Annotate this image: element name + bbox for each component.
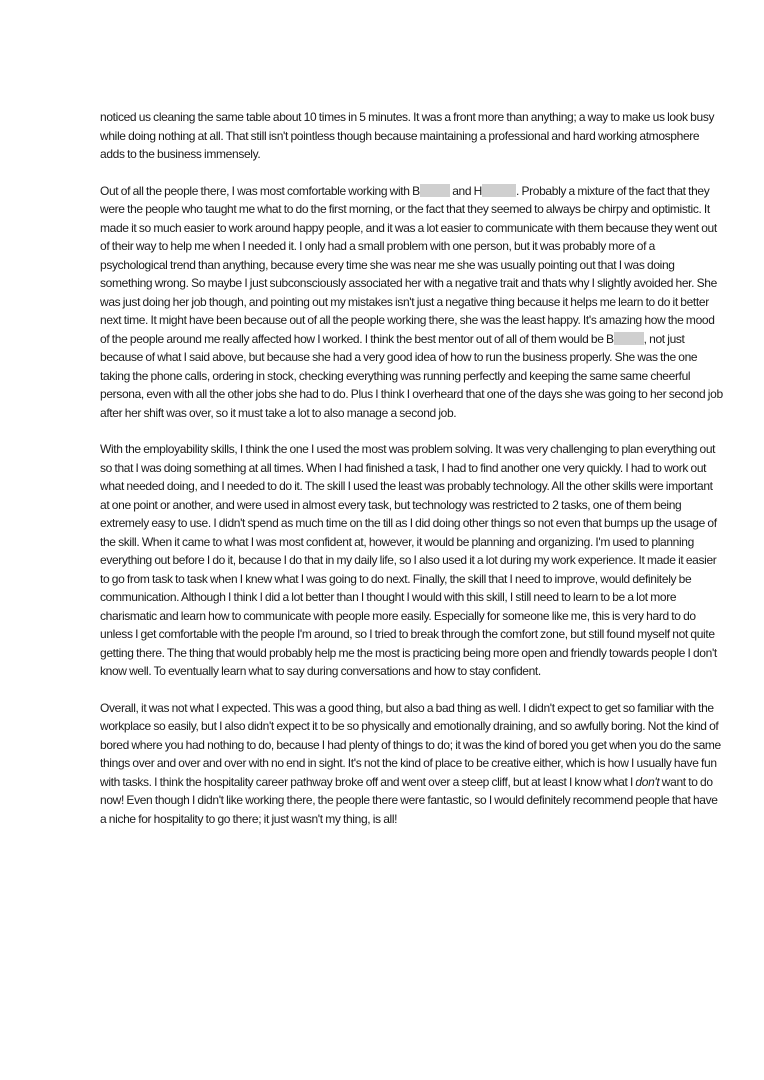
paragraph-3 xyxy=(100,440,724,681)
redacted-name-block xyxy=(420,184,450,197)
paragraph-2 xyxy=(100,182,724,423)
paragraph-4-text-b: want to do now! Even though I didn't like working there, the people there were fantastic, so I would definitely recommend people that have a niche for hospitality to go there; it just wasn't my thing, is all! xyxy=(100,774,718,826)
redacted-name-block xyxy=(614,332,644,345)
paragraph-2-text-b: and H xyxy=(449,183,482,198)
redacted-name-block xyxy=(482,184,516,197)
paragraph-4-text-a: Overall, it was not what I expected. This was a good thing, but also a bad thing as well. I didn't expect to get so familiar with the workplace so easily, but I also didn't expect it to be so physically and emotionally draining, and so awfully boring. Not the kind of bored where you had nothing to do, because I had plenty of things to do; it was the kind of bored you get when you do the same things over and over and over with no end in sight. It's not the kind of place to be creative either, which is how I usually have fun with tasks. I think the hospitality career pathway broke off and went over a steep cliff, but at least I know what I xyxy=(100,700,721,789)
paragraph-1-text: noticed us cleaning the same table about 10 times in 5 minutes. It was a front more than anything; a way to make us look busy while doing nothing at all. That still isn't pointless though because maintaining a professional and hard working atmosphere adds to the business immensely. xyxy=(100,110,715,161)
paragraph-2-text-d: , not just because of what I said above, but because she had a very good idea of how to run the business properly. She was the one taking the phone calls, ordering in stock, checking everything was running perfectly and keeping the same same cheerful persona, even with all the other jobs she had to do. Plus I think I overheard that one of the days she was going to her second job after her shift was over, so it must take a lot to also manage a second job. xyxy=(100,331,723,420)
paragraph-2-text-a: Out of all the people there, I was most comfortable working with B xyxy=(100,183,420,198)
paragraph-1 xyxy=(100,108,724,164)
paragraph-3-text: With the employability skills, I think the one I used the most was problem solving. It was very challenging to plan everything out so that I was doing something at all times. When I had finished a task, I had to find another one very quickly. I had to work out what needed doing, and I needed to do it. The skill I used the least was probably technology. All the other skills were important at one point or another, and were used in almost every task, but technology was restricted to 2 tasks, one of them being extremely easy to use. I didn't spend as much time on the till as I did doing other things so not even that bumps up the usage of the skill. When it came to what I was most confident at, however, it would be planning and organizing. I'm used to planning everything out before I do it, because I do that in my daily life, so I also used it a lot during my work experience. It made it easier to go from task to task when I knew what I was going to do next. Finally, the skill that I need to improve, would definitely be communication. Although I think I did a lot better than I thought I would with this skill, I still need to learn to be a lot more charismatic and learn how to communicate with people more easily. Especially for someone like me, this is very hard to do unless I get comfortable with the people I'm around, so I tried to break through the comfort zone, but still found myself not quite getting there. The thing that would probably help me the most is practicing being more open and friendly towards people I don't know well. To eventually learn what to say during conversations and how to stay confident. xyxy=(100,442,717,678)
paragraph-4 xyxy=(100,699,724,829)
paragraph-2-text-c: . Probably a mixture of the fact that they were the people who taught me what to do the first morning, or the fact that they seemed to always be chirpy and optimistic. It made it so much easier to work around happy people, and it was a lot easier to communicate with them because they went out of their way to help me when I needed it. I only had a small problem with one person, but it was probably more of a psychological trend than anything, because every time she was near me she was usually pointing out that I was doing something wrong. So maybe I just subconsciously associated her with a negative trait and thats why I slightly avoided her. She was just doing her job though, and pointing out my mistakes isn't just a negative thing because it helps me learn to do it better next time. It might have been because out of all the people working there, she was the least happy. It's amazing how the mood of the people around me really affected how I worked. I think the best mentor out of all of them would be B xyxy=(100,183,717,346)
emphasized-word: don't xyxy=(635,774,660,789)
